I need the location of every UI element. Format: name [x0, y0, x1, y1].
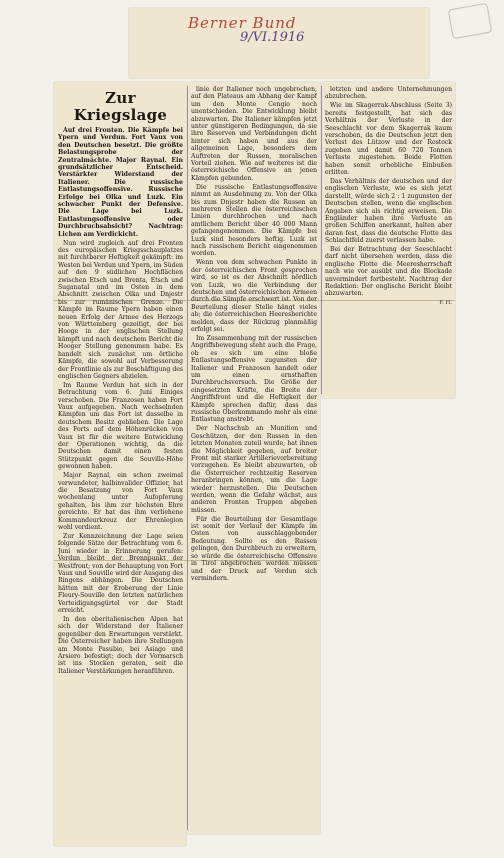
paper-fold-line: [54, 300, 455, 301]
article-paragraph: letzten und andere Unternehmungen abzubrechen.: [325, 86, 452, 101]
date-handwritten: 9/VI.1916: [240, 30, 305, 45]
article-paragraph: Im Zusammenhang mit der russischen Angriffsbewegung steht auch die Frage, ob es sich um eine bloße Entlastungsoffensive zugunsten der Italiener und Franzosen handelt oder um einen ernsthaften Durchbruchsversuch. Die Größe der eingesetzten Kräfte, die Breite der Angriffsfront und die Heftigkeit der Kämpfe sprechen dafür, dass das russische Oberkommando mehr als eine Entlastung anstrebt.: [191, 334, 317, 424]
column-rule-2: [321, 86, 322, 394]
article-paragraph: Major Raynal, ein schon zweimal verwundeter, halbinvalider Offizier, hat die Besatzung von Fort Vaux wochenlang unter Aufopferung gehalten, bis ihm zur höchsten Ehre gereichte. Er hat das ihm verliehene Kommandeurkreuz der Ehrenlegion wohl verdient.: [58, 472, 183, 532]
article-headline: Zur Kriegslage: [73, 89, 168, 124]
article-paragraph: Zur Kennzeichnung der Lage seien folgende Sätze der Betrachtung vom 6. Juni wieder in Erinnerung gerufen: Verdun bleibt der Brennpunkt der Westfront; von der Behauptung von Fort Vaux und Souville wird der Ausgang des Ringens abhängen. Die Deutschen hätten mit der Eroberung der Linie Fleury-Souville den letzten natürlichen Verteidigungsgürtel vor der Stadt erreicht.: [58, 532, 183, 614]
article-paragraph: Das Verhältnis der deutschen und der englischen Verluste, wie es sich jetzt darstellt, würde sich 2 : 1 zugunsten der Deutschen stellen, wenn die englischen Angaben sich als richtig erweisen. Die Engländer haben ihre Verluste an großen Schiffen anerkannt, halten aber daran fest, dass die deutsche Flotte das Schlachtfeld zuerst verlassen habe.: [325, 177, 452, 245]
article-paragraph: Wenn von dem schwachen Punkte in der österreichischen Front gesprochen wird, so ist es der Abschnitt nördlich von Luzk, wo die Verbindung der deutschen und österreichischen Armeen durch die Sümpfe erschwert ist. Von der Beurteilung dieser Stelle hängt vieles ab; die österreichischen Heeresberichte melden, dass der Rückzug planmäßig erfolgt sei.: [191, 259, 317, 333]
article-column-3: [325, 86, 452, 394]
article-paragraph: In den oberitalienischen Alpen hat sich der Widerstand der Italiener gegenüber den Erwartungen verstärkt. Die Österreicher haben ihre Stellungen am Monte Pasubio, bei Asiago und Arsiero befestigt; doch der Vormarsch ist ins Stocken geraten, seit die Italiener Verstärkungen heranführen.: [58, 615, 183, 675]
article-paragraph: Für die Beurteilung der Gesamtlage ist somit der Verlauf der Kämpfe im Osten von ausschlaggebender Bedeutung. Sollte es den Russen gelingen, den Durchbruch zu erweitern, so würde die österreichische Offensive in Tirol abgebrochen werden müssen und der Druck auf Verdun sich vermindern.: [191, 515, 317, 582]
article-paragraph: Wie im Skagerrak-Abschluss (Seite 3) bereits festgestellt, hat sich das Verhältnis der Verluste in der Seeschlacht vor dem Skagerrak kaum verschoben, da die Deutschen jetzt den Verlust des Lützow und der Rostock zugeben und damit 60 720 Tonnen Verluste zugestehen. Beide Flotten haben somit erhebliche Einbußen erlitten.: [325, 102, 452, 176]
pencil-mark-icon: [448, 3, 493, 39]
article-summary: Auf drei Fronten. Die Kämpfe bei Ypern und Verdun. Fort Vaux von den Deutschen besetzt. Die größte Belastungsprobe der Zentralmächte. Major Raynal. Ein grundsätzlicher Entscheid. Verstärkter Widerstand der Italiener. Die russische Entlastungsoffensive. Russische Erfolge bei Olka und Luzk. Ein schwacher Punkt der Defensive. Die Lage bei Luzk. Entlastungsoffensive oder Durchbruchsabsicht? Nachtrag: Lichen am Verdickicht.: [58, 127, 183, 238]
paper-fold-line: [54, 560, 320, 561]
article-column-1: [58, 86, 183, 842]
newspaper-name-handwritten: Berner Bund: [188, 14, 297, 32]
author-initials: F. H.: [439, 299, 452, 306]
article-paragraph: linie der Italiener noch ungebrochen, auf den Plateaus am Abhang der Kampf um den Monte Cengio noch unentschieden. Die Entwicklung bleibt abzuwarten. Die Italiener kämpfen jetzt unter günstigeren Bedingungen, da sie ihre Reserven und Verbindungen dicht hinter sich haben und aus der allgemeinen Lage, besonders dem Auftreten der Russen, moralischen Vorteil ziehen. Wie auf weiteres ist die österreichische Offensive an jenen Kämpfen gebunden.: [191, 86, 317, 182]
article-paragraph: Der Nachschub an Munition und Geschützen, der den Russen in den letzten Monaten zuteil wurde, hat ihnen die Möglichkeit gegeben, auf breiter Front mit starker Artillerievorbereitung vorzugehen. Es bleibt abzuwarten, ob die Österreicher rechtzeitig Reserven heranbringen können, um die Lage wieder herzustellen. Die Deutschen werden, wenn die Gefahr wächst, aus anderen Fronten Truppen abgeben müssen.: [191, 425, 317, 514]
article-paragraph: Im Raume Verdun hat sich in der Betrachtung vom 6. Juni Einiges verschoben. Die Franzosen haben Fort Vaux aufgegeben. Nach wechselnden Kämpfen um das Fort ist dasselbe in deutschem Besitz geblieben. Die Lage des Forts auf dem Höhenrücken von Vaux ist für die weitere Entwicklung der Operationen wichtig, da die Deutschen damit einen festen Stützpunkt gegen die Souville-Höhe gewonnen haben.: [58, 381, 183, 471]
column-rule-1: [187, 86, 188, 830]
article-paragraph: Bei der Betrachtung der Seeschlacht darf nicht übersehen werden, dass die englische Flotte die Meeresherrschaft nach wie vor ausübt und die Blockade unvermindert fortbesteht. Nachtrag der Redaktion: Der englische Bericht bleibt abzuwarten.: [325, 246, 452, 298]
article-paragraph: Nun wird zugleich auf drei Fronten des europäischen Kriegsschauplatzes mit furchtbarer Heftigkeit gekämpft: im Westen bei Verdun und Ypern, im Süden auf den 9 südlichen Hochflächen zwischen Etsch und Brenta, Etsch und Suganatal und im Osten in dem Abschnitt zwischen Olka und Dnjestr bis zur rumänischen Grenze. Die Kämpfe im Raume Ypern haben einen neuen Erfolg der Armee des Herzogs von Württemberg gezeitigt, der bei Hooge in der englischen Stellung kämpft und nach deutschem Bericht die Hooger Stellung genommen habe. Es handelt sich zunächst um örtliche Kämpfe, die sowohl auf Verbesserung der Frontlinie als zur Beschäftigung des englischen Gegners abzielen.: [58, 239, 183, 380]
article-column-2: [191, 86, 317, 830]
article-paragraph: Die russische Entlastungsoffensive nimmt an Ausdehnung zu. Von der Olka bis zum Dnjestr haben die Russen an mehreren Stellen die österreichischen Linien durchbrochen und nach amtlichem Bericht über 40 000 Mann gefangengenommen. Die Kämpfe bei Luzk sind besonders heftig. Luzk ist nach russischem Bericht eingenommen worden.: [191, 183, 317, 258]
